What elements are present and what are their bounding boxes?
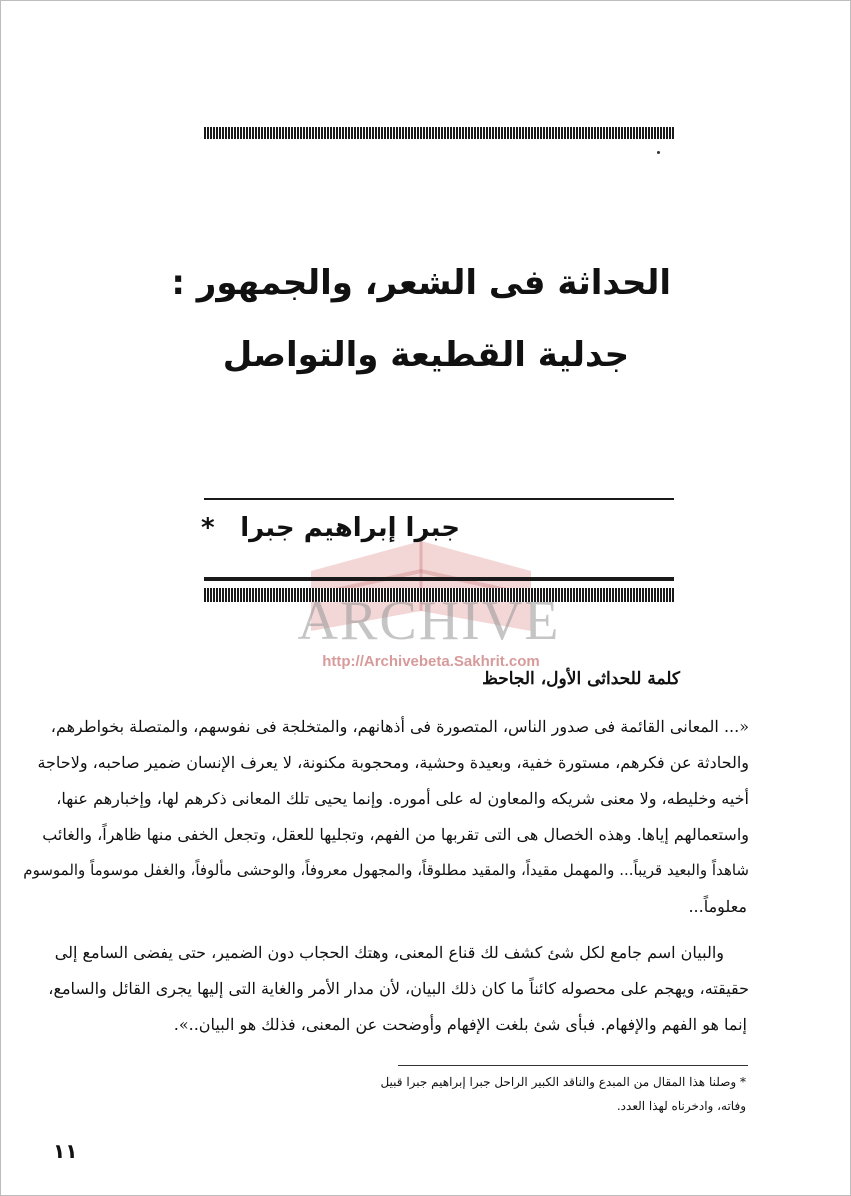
author-footnote-marker: * — [201, 513, 215, 543]
epigraph-line: والبيان اسم جامع لكل شئ كشف لك قناع المعنى، وهتك الحجاب دون الضمير، حتى يفضى السامع إلى — [54, 943, 724, 962]
watermark-url: http://Archivebeta.Sakhrit.com — [322, 653, 540, 670]
epigraph-line: معلوماً... — [688, 897, 747, 916]
epigraph-line: والحادثة عن فكرهم، مستورة خفية، وبعيدة وحشية، ومحجوبة مكنونة، لا يعرف الإنسان ضمير صاحبه، ولاحاجة — [37, 753, 749, 772]
epigraph-line: إنما هو الفهم والإفهام. فبأى شئ بلغت الإفهام وأوضحت عن المعنى، فذلك هو البيان..». — [173, 1015, 747, 1034]
epigraph-line: واستعمالهم إياها. وهذه الخصال هى التى تقربها من الفهم، وتجليها للعقل، وتجعل الخفى منها ظاهراً، والغائب — [42, 825, 749, 844]
epigraph-line: أخيه وخليطه، ولا معنى شريكه والمعاون له على أموره. وإنما يحيى تلك المعانى ذكرهم لها، وإخبارهم عنها، — [56, 789, 749, 808]
author-top-rule — [204, 498, 674, 500]
footnote-line-1: * وصلنا هذا المقال من المبدع والناقد الكبير الراحل جبرا إبراهيم جبرا قبيل — [380, 1075, 746, 1089]
footnote-line-2: وفاته، وادخرناه لهذا العدد. — [616, 1099, 746, 1113]
epigraph-line: شاهداً والبعيد قريباً... والمهمل مقيداً، والمقيد مطلوقاً، والمجهول معروفاً، والوحشى مألوفاً، والغفل موسوماً والموسوم — [23, 861, 749, 879]
footnote-rule — [398, 1065, 748, 1066]
epigraph-line: حقيقته، ويهجم على محصوله كائناً ما كان ذلك البيان، لأن مدار الأمر والغاية التى إليها يجرى القائل والسامع، — [48, 979, 749, 998]
article-title-line-2: جدلية القطيعة والتواصل — [222, 335, 630, 375]
top-hatched-rule — [204, 127, 674, 139]
page-number: ١١ — [53, 1139, 78, 1163]
author-bottom-rule — [204, 577, 674, 581]
speck — [657, 151, 660, 154]
watermark-text: ARCHIVE — [297, 590, 561, 652]
author-name: جبرا إبراهيم جبرا — [240, 513, 460, 543]
epigraph-heading: كلمة للحداثى الأول، الجاحظ — [482, 669, 680, 689]
article-title-line-1: الحداثة فى الشعر، والجمهور : — [171, 263, 671, 303]
epigraph-line: «... المعانى القائمة فى صدور الناس، المتصورة فى أذهانهم، والمتخلجة فى نفوسهم، والمتصلة بخواطرهم، — [50, 717, 749, 736]
